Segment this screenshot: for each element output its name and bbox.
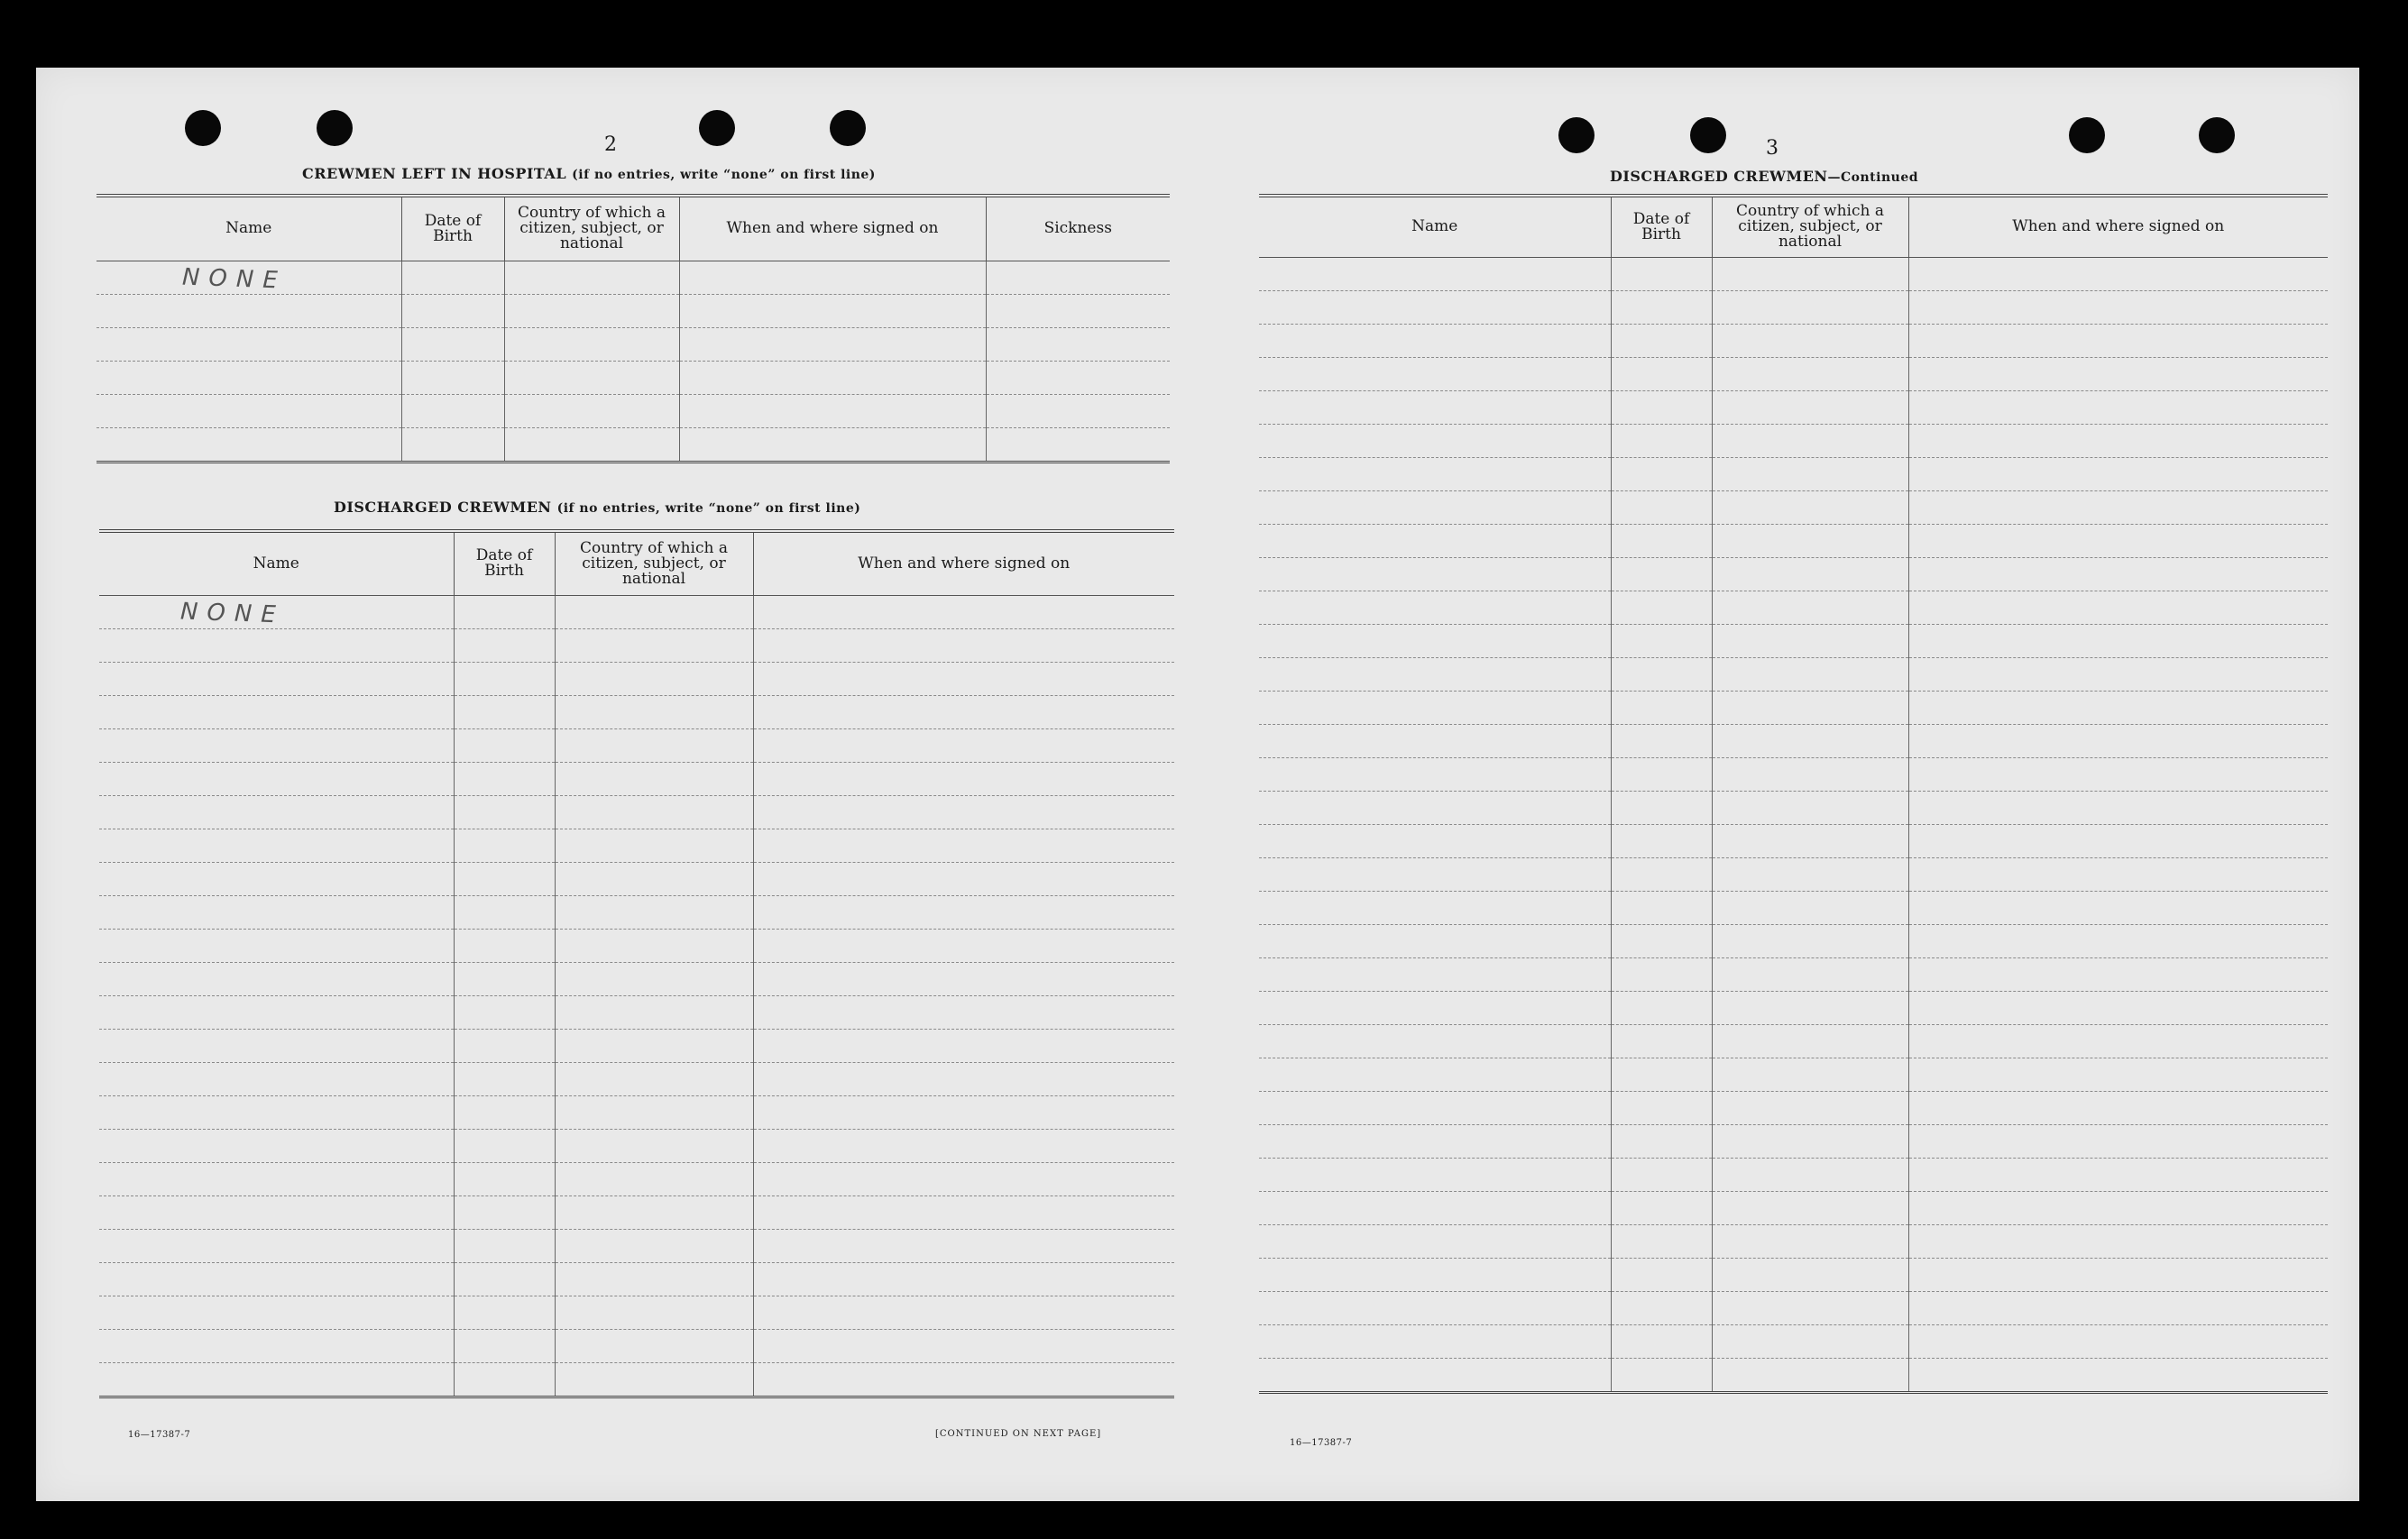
column-header-name: Name [1259, 196, 1611, 257]
table-row [1259, 1224, 2328, 1258]
table-row [99, 929, 1174, 962]
table-row [97, 327, 1170, 361]
table-row [1259, 791, 2328, 824]
table-row [99, 1029, 1174, 1062]
table-row [1259, 557, 2328, 591]
table-row [99, 1129, 1174, 1162]
table-row [99, 1329, 1174, 1362]
table-row [99, 795, 1174, 829]
table-row [99, 595, 1174, 628]
table-row [99, 962, 1174, 995]
column-header-date-of-birth: Date of Birth [401, 196, 504, 261]
column-header-country: Country of which a citizen, subject, or national [1712, 196, 1908, 257]
table-row [99, 1062, 1174, 1095]
table-row [1259, 724, 2328, 757]
table-row [1259, 1358, 2328, 1392]
table-row [99, 762, 1174, 795]
column-header-signed-on: When and where signed on [753, 531, 1174, 595]
column-header-date-of-birth: Date of Birth [1611, 196, 1712, 257]
column-header-sickness: Sickness [986, 196, 1170, 261]
document-sheet [36, 68, 2359, 1501]
table-row [1259, 657, 2328, 691]
table-row [1259, 1258, 2328, 1291]
table-row [99, 1095, 1174, 1129]
table-row [1259, 891, 2328, 924]
table-row [1259, 857, 2328, 891]
table-row [99, 1362, 1174, 1397]
table-row [1259, 1024, 2328, 1058]
handwritten-entry [99, 595, 454, 628]
table-row [1259, 1291, 2328, 1324]
hospital-section-title [302, 165, 876, 182]
table-row [1259, 824, 2328, 857]
table-row [99, 695, 1174, 728]
table-row [1259, 424, 2328, 457]
table-row [97, 361, 1170, 394]
table-row [1259, 324, 2328, 357]
table-row [1259, 524, 2328, 557]
hospital-title-text: CREWMEN LEFT IN HOSPITAL [302, 165, 567, 182]
table-row [1259, 1191, 2328, 1224]
table-row [1259, 957, 2328, 991]
table-row [97, 427, 1170, 462]
form-number-right: 16—17387-7 [1290, 1438, 1353, 1448]
column-header-country: Country of which a citizen, subject, or national [504, 196, 679, 261]
table-row [1259, 624, 2328, 657]
table-row [1259, 1058, 2328, 1091]
table-row [99, 1195, 1174, 1229]
punch-hole [185, 110, 221, 146]
discharged-table-right [1259, 194, 2328, 1394]
punch-hole [830, 110, 866, 146]
discharged-table-left [99, 529, 1174, 1398]
table-row [99, 628, 1174, 662]
punch-hole [2069, 117, 2105, 153]
table-row [1259, 1158, 2328, 1191]
table-row [1259, 290, 2328, 324]
page-number-right: 3 [1766, 137, 1778, 160]
discharged-continued-title-text: DISCHARGED CREWMEN [1610, 168, 1828, 185]
column-header-name: Name [97, 196, 401, 261]
table-row [1259, 691, 2328, 724]
table-row [1259, 1324, 2328, 1358]
hospital-instruction: (if no entries, write “none” on first line) [572, 168, 876, 182]
discharged-title-text: DISCHARGED CREWMEN [334, 499, 552, 516]
punch-hole [1690, 117, 1726, 153]
table-row [99, 1262, 1174, 1296]
table-row [99, 895, 1174, 929]
page-number-left: 2 [604, 133, 617, 156]
table-row [99, 829, 1174, 862]
form-number-left: 16—17387-7 [128, 1430, 191, 1440]
table-row [1259, 490, 2328, 524]
table-row [1259, 591, 2328, 624]
column-header-country: Country of which a citizen, subject, or national [555, 531, 753, 595]
discharged-continued-title [1610, 168, 1918, 185]
hospital-table [97, 194, 1170, 463]
table-row [99, 662, 1174, 695]
continued-suffix: —Continued [1827, 170, 1919, 185]
punch-hole [2199, 117, 2235, 153]
table-row [99, 1162, 1174, 1195]
discharged-section-title [334, 499, 860, 516]
table-row [1259, 924, 2328, 957]
table-row [1259, 757, 2328, 791]
table-row [99, 728, 1174, 762]
column-header-signed-on: When and where signed on [679, 196, 986, 261]
table-row [97, 261, 1170, 294]
column-header-name: Name [99, 531, 454, 595]
handwritten-none: NONE [181, 263, 288, 295]
column-header-signed-on: When and where signed on [1908, 196, 2328, 257]
column-header-date-of-birth: Date of Birth [454, 531, 555, 595]
punch-hole [699, 110, 735, 146]
table-row [1259, 257, 2328, 290]
discharged-instruction: (if no entries, write “none” on first line) [556, 501, 861, 516]
handwritten-entry [97, 261, 401, 294]
table-row [99, 995, 1174, 1029]
handwritten-none: NONE [179, 598, 286, 629]
table-row [1259, 1091, 2328, 1124]
table-row [99, 1296, 1174, 1329]
table-row [1259, 390, 2328, 424]
table-row [97, 294, 1170, 327]
table-row [1259, 1124, 2328, 1158]
table-row [97, 394, 1170, 427]
table-row [99, 1229, 1174, 1262]
punch-hole [1558, 117, 1595, 153]
table-row [1259, 457, 2328, 490]
continued-note: [CONTINUED ON NEXT PAGE] [935, 1429, 1102, 1439]
table-row [1259, 991, 2328, 1024]
table-row [1259, 357, 2328, 390]
punch-hole [317, 110, 353, 146]
table-row [99, 862, 1174, 895]
